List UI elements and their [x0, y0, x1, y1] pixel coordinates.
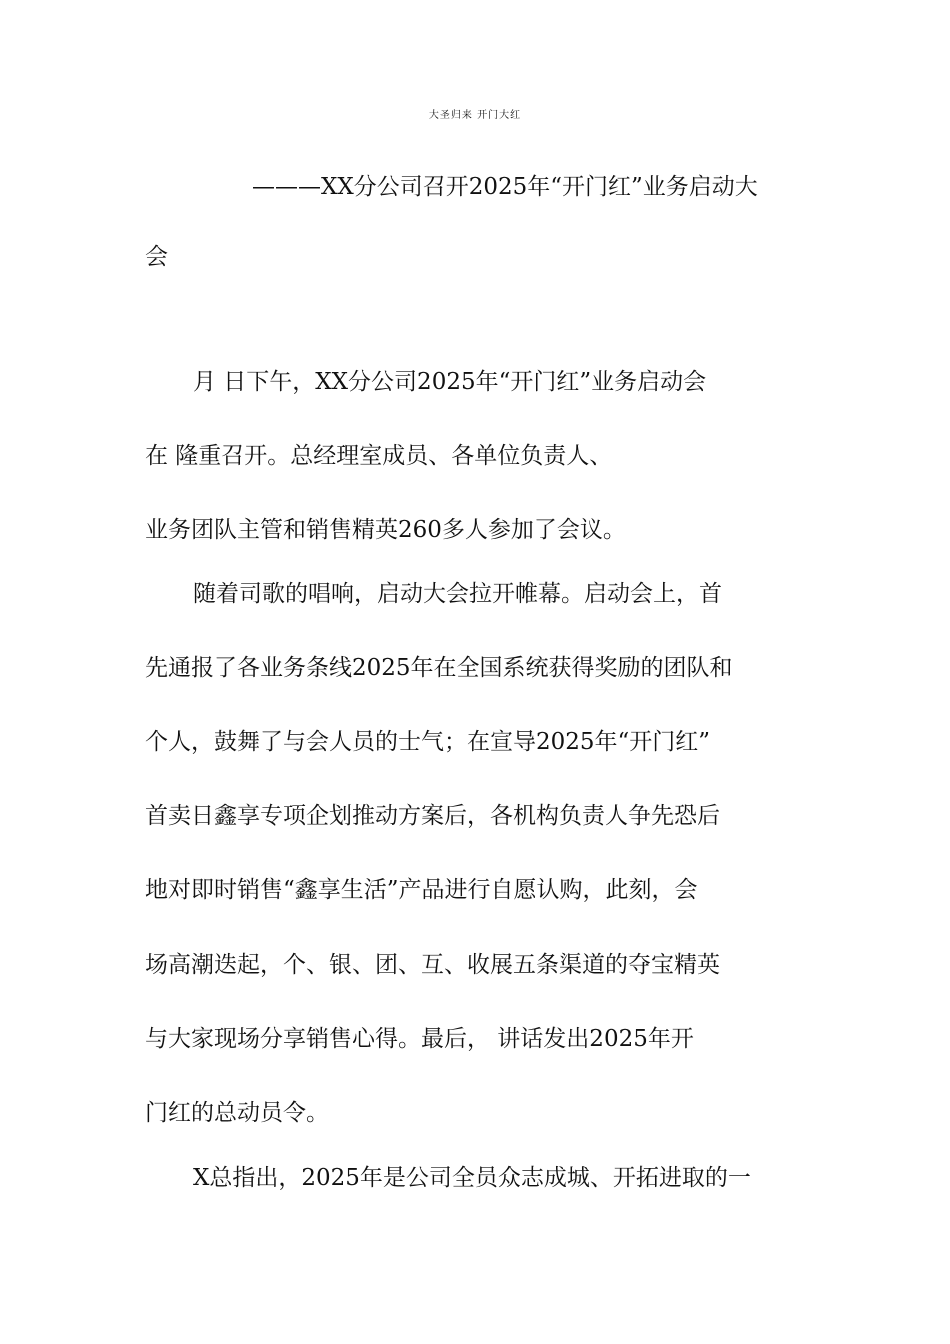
paragraph-line: 月 日下午，XX分公司2025年“开门红”业务启动会 [193, 369, 707, 395]
paragraph-line: 先通报了各业务条线2025年在全国系统获得奖励的团队和 [145, 655, 733, 681]
paragraph-line: X总指出，2025年是公司全员众志成城、开拓进取的一 [193, 1165, 751, 1191]
paragraph-line: 门红的总动员令。 [145, 1100, 329, 1126]
paragraph-line: 业务团队主管和销售精英260多人参加了会议。 [145, 517, 626, 543]
document-title: 大圣归来 开门大红 [428, 110, 522, 121]
paragraph-line: 首卖日鑫享专项企划推动方案后，各机构负责人争先恐后 [145, 803, 720, 829]
subtitle-line: ———XX分公司召开2025年“开门红”业务启动大 [252, 174, 758, 200]
paragraph-line: 地对即时销售“鑫享生活”产品进行自愿认购，此刻，会 [145, 877, 698, 903]
paragraph-line: 随着司歌的唱响，启动大会拉开帷幕。启动会上，首 [193, 581, 722, 607]
paragraph-line: 场高潮迭起，个、银、团、互、收展五条渠道的夺宝精英 [145, 952, 720, 978]
paragraph-line: 与大家现场分享销售心得。最后， 讲话发出2025年开 [145, 1026, 694, 1052]
paragraph-line: 个人，鼓舞了与会人员的士气；在宣导2025年“开门红” [145, 729, 711, 755]
paragraph-line: 在 隆重召开。总经理室成员、各单位负责人、 [145, 443, 613, 469]
subtitle-line: 会 [145, 244, 168, 270]
